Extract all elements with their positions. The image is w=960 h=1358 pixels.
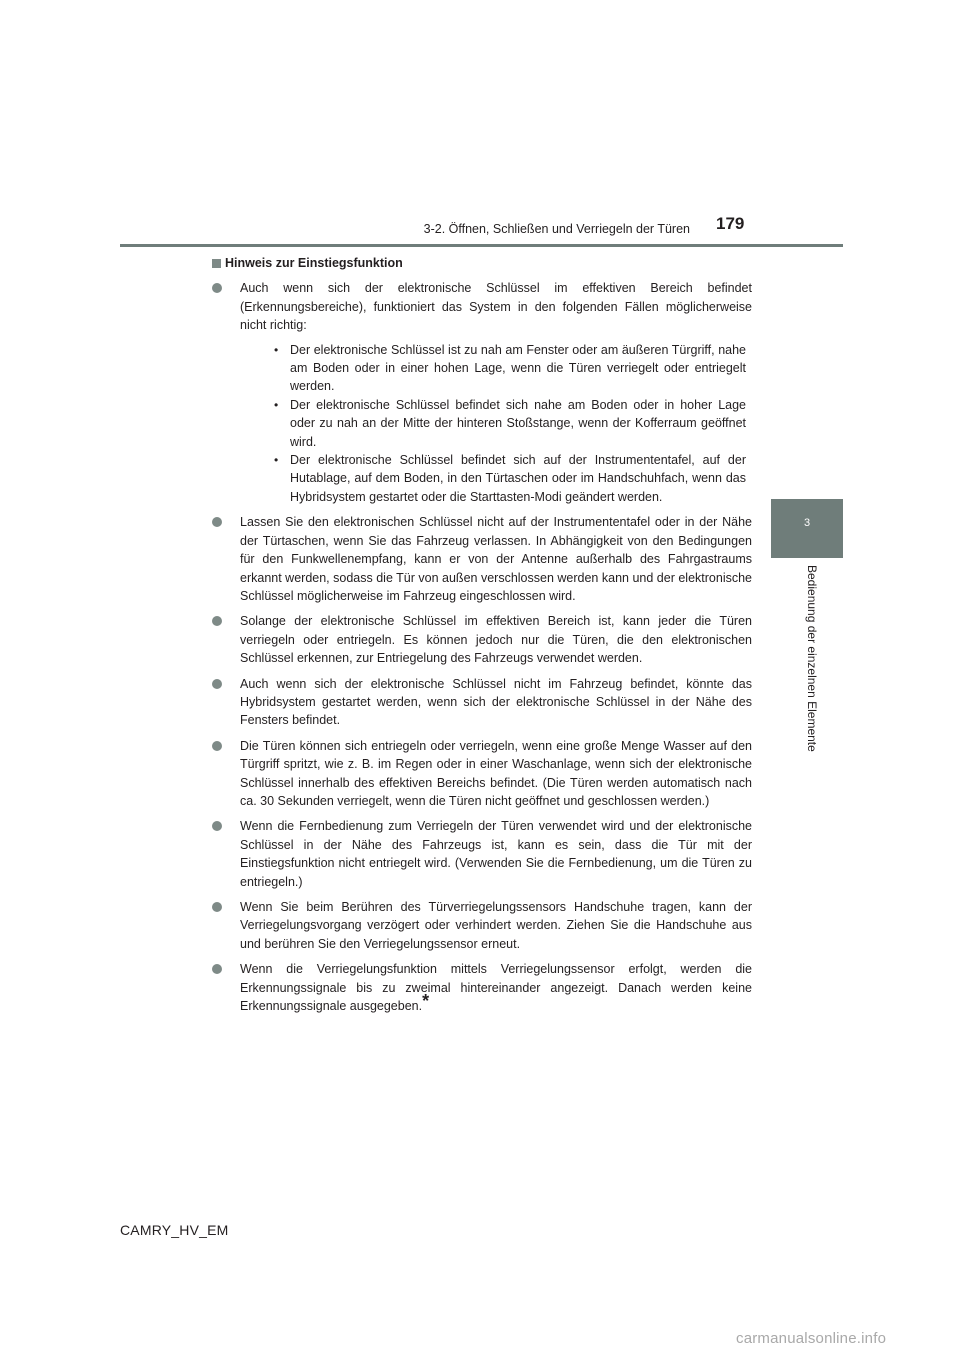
- note-text: Solange der elektronische Schlüssel im effektiven Bereich ist, kann jeder die Türen verriegeln oder entriegeln. Es können jedoch nur die Türen, die den elektronischen Schlüssel erkennen, zur Entriegelung des Fahrzeugs verwendet werden.: [240, 614, 752, 666]
- sub-list-item: [240, 396, 752, 451]
- sub-item-text: Der elektronische Schlüssel befindet sich auf der Instrumententafel, auf der Hutablage, auf dem Boden, in den Türtaschen oder im Handschuhfach, wenn das Hybridsystem gestartet oder die Starttasten-Modi geändert werden.: [290, 453, 746, 504]
- note-text: Auch wenn sich der elektronische Schlüssel nicht im Fahrzeug befindet, könnte das Hybridsystem gestartet werden, wenn sich der elektronische Schlüssel in der Nähe des Fensters befindet.: [240, 676, 752, 728]
- page-number: 179: [716, 214, 745, 233]
- sub-list-item: [240, 341, 752, 396]
- square-bullet-icon: [212, 259, 221, 268]
- sub-list: [240, 341, 752, 507]
- chapter-title-vertical: Bedienung der einzelnen Elemente: [805, 565, 819, 752]
- note-item: [212, 817, 752, 891]
- sub-item-text: Der elektronische Schlüssel befindet sich nahe am Boden oder in hoher Lage oder zu nah an der Mitte der hinteren Stoßstange, wenn der Kofferraum geöffnet wird.: [290, 397, 746, 449]
- circle-bullet-icon: [212, 741, 222, 751]
- note-text: Die Türen können sich entriegeln oder verriegeln, wenn eine große Menge Wasser auf den Türgriff spritzt, wie z. B. im Regen oder in einer Waschanlage, wenn sich der elektronische Schlüssel innerhalb des effektiven Bereichs befindet. (Die Türen werden automatisch nach ca. 30 Sekunden verriegelt, wenn die Türen nicht geöffnet und geschlossen werden.): [240, 738, 752, 808]
- dot-bullet-icon: •: [274, 453, 279, 468]
- footnote-asterisk: *: [422, 991, 430, 1012]
- chapter-number: 3: [803, 517, 811, 529]
- note-text: Wenn Sie beim Berühren des Türverriegelungssensors Handschuhe tragen, kann der Verriegelungsvorgang verzögert oder verhindert werden. Ziehen Sie die Handschuhe aus und berühren Sie den Verriegelungssensor erneut.: [240, 900, 752, 951]
- note-text: Wenn die Verriegelungsfunktion mittels Verriegelungssensor erfolgt, werden die Erkennungssignale bis zu zweimal hintereinander angezeigt. Danach werden keine Erkennungssignale ausgegeben.: [240, 962, 752, 1014]
- note-text: Lassen Sie den elektronischen Schlüssel nicht auf der Instrumententafel oder in der Nähe der Türtaschen, wenn Sie das Fahrzeug verlassen. In Abhängigkeit von den Bedingungen für den Funkwellenempfang, kann er von der Antenne außerhalb des Fahrgastraums erkannt werden, sodass die Tür von außen verschlossen werden kann und der elektronische Schlüssel möglicherweise im Fahrzeug eingeschlossen wird.: [240, 515, 752, 603]
- note-text: Auch wenn sich der elektronische Schlüssel im effektiven Bereich befindet (Erkennungsbereiche), funktioniert das System in den folgenden Fällen möglicherweise nicht richtig:: [240, 281, 752, 333]
- dot-bullet-icon: •: [274, 342, 279, 357]
- note-item: [212, 960, 752, 1015]
- note-item: [212, 279, 752, 506]
- sub-list-item: [240, 451, 752, 506]
- note-text: Wenn die Fernbedienung zum Verriegeln der Türen verwendet wird und der elektronische Schlüssel in der Nähe des Fahrzeugs ist, kann es sein, dass die Tür mit der Einstiegsfunktion nicht entriegelt wird. (Verwenden Sie die Fernbedienung, um die Türen zu entriegeln.): [240, 819, 752, 889]
- circle-bullet-icon: [212, 821, 222, 831]
- circle-bullet-icon: [212, 283, 222, 293]
- circle-bullet-icon: [212, 902, 222, 912]
- section-heading: [212, 254, 752, 272]
- note-item: [212, 675, 752, 730]
- main-content: [212, 254, 752, 1022]
- note-item: [212, 612, 752, 667]
- running-header-title: 3-2. Öffnen, Schließen und Verriegeln der Türen: [423, 222, 690, 236]
- note-item: [212, 898, 752, 953]
- circle-bullet-icon: [212, 517, 222, 527]
- circle-bullet-icon: [212, 616, 222, 626]
- dot-bullet-icon: •: [274, 397, 279, 412]
- chapter-tab: [771, 499, 843, 558]
- section-heading-text: Hinweis zur Einstiegsfunktion: [225, 256, 403, 270]
- circle-bullet-icon: [212, 679, 222, 689]
- circle-bullet-icon: [212, 964, 222, 974]
- site-watermark: carmanualsonline.info: [736, 1330, 887, 1347]
- sub-item-text: Der elektronische Schlüssel ist zu nah am Fenster oder am äußeren Türgriff, nahe am Boden oder in einer hohen Lage, wenn die Türen verriegelt oder entriegelt werden.: [290, 342, 746, 394]
- note-item: [212, 513, 752, 605]
- document-code: CAMRY_HV_EM: [120, 1222, 229, 1238]
- note-item: [212, 737, 752, 811]
- header-divider: [120, 244, 843, 247]
